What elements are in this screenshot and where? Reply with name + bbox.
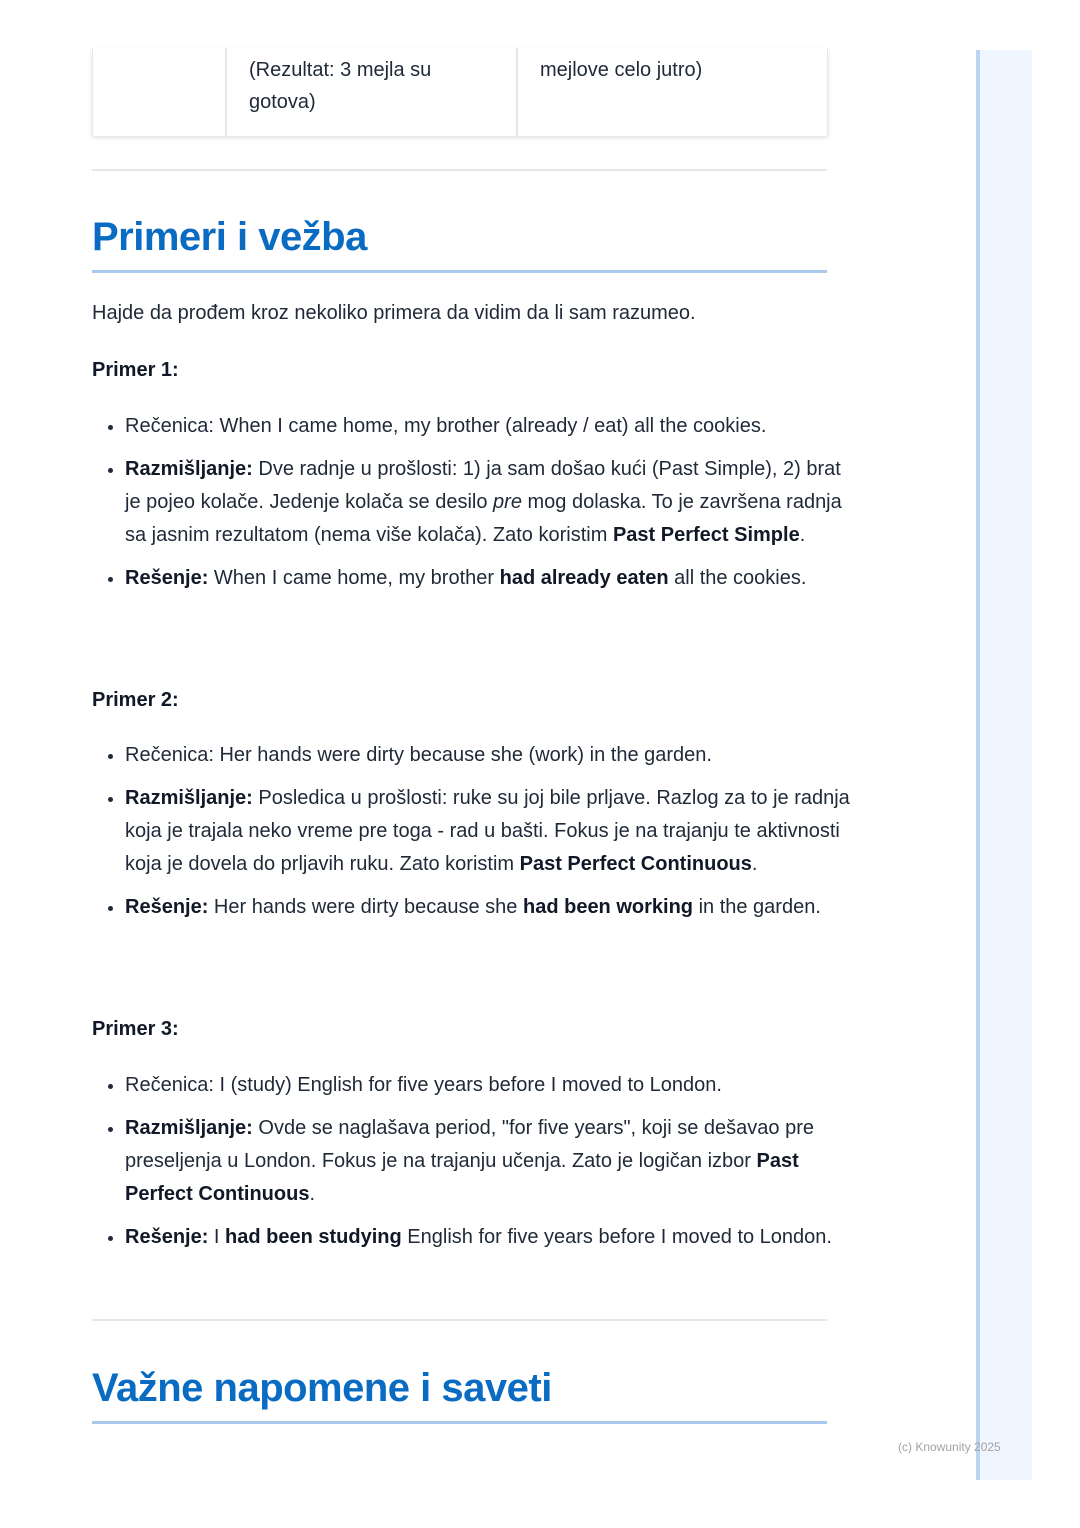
section-title-primeri: Primeri i vežba — [92, 214, 827, 273]
razmisljanje-text: Ovde se naglašava period, "for five years", koji se dešavao pre preseljenja u London. Fokus je na trajanju učenja. Zato je logičan izbor — [125, 1117, 814, 1172]
tense-name: Past Perfect Continuous — [519, 853, 752, 875]
table-cell-1 — [93, 48, 226, 136]
list-item-razmisljanje — [125, 1112, 860, 1211]
list-item-recenica — [125, 739, 860, 772]
resenje-text: I — [208, 1226, 226, 1248]
divider — [92, 169, 827, 171]
tense-name: Past Perfect Continuous — [125, 1150, 799, 1205]
resenje-label: Rešenje: — [125, 1226, 209, 1248]
resenje-text: English for five years before I moved to London. — [401, 1226, 832, 1248]
resenje-label: Rešenje: — [125, 896, 209, 918]
list-item-razmisljanje — [125, 782, 860, 881]
resenje-text: in the garden. — [693, 896, 821, 918]
answer-verb: had already eaten — [499, 567, 669, 589]
emphasis: pre — [493, 491, 522, 513]
primer-3-list — [92, 1069, 860, 1264]
answer-verb: had been studying — [225, 1226, 402, 1248]
razmisljanje-label: Razmišljanje: — [125, 458, 253, 480]
list-item-resenje — [125, 562, 860, 595]
resenje-text: When I came home, my brother — [208, 567, 500, 589]
razmisljanje-text: Dve radnje u prošlosti: 1) ja sam došao kući (Past Simple), 2) brat je pojeo kolače. Jedenje kolača se desilo — [125, 458, 841, 513]
table-cell-3: mejlove celo jutro) — [517, 48, 827, 136]
list-item-recenica — [125, 410, 860, 443]
intro-paragraph: Hajde da prođem kroz nekoliko primera da vidim da li sam razumeo. — [92, 302, 696, 324]
side-panel — [976, 50, 1032, 1480]
recenica-text: Rečenica: I (study) English for five years before I moved to London. — [125, 1074, 722, 1096]
table-row — [93, 48, 827, 136]
punctuation: . — [799, 524, 806, 546]
punctuation: . — [751, 853, 758, 875]
primer-2-title: Primer 2: — [92, 689, 179, 711]
list-item-resenje — [125, 1221, 860, 1254]
comparison-table-fragment — [92, 48, 828, 136]
list-item-resenje — [125, 891, 860, 924]
primer-2-list — [92, 739, 860, 934]
resenje-text: Her hands were dirty because she — [208, 896, 523, 918]
razmisljanje-label: Razmišljanje: — [125, 1117, 253, 1139]
razmisljanje-label: Razmišljanje: — [125, 787, 253, 809]
answer-verb: had been working — [522, 896, 694, 918]
divider — [92, 1319, 827, 1321]
primer-3-title: Primer 3: — [92, 1018, 179, 1040]
list-item-razmisljanje — [125, 453, 860, 552]
razmisljanje-text: Posledica u prošlosti: ruke su joj bile prljave. Razlog za to je radnja koja je trajala neko vreme pre toga - rad u bašti. Fokus je na trajanju te aktivnosti koja je dovela do prljavih ruku. Zato koristim — [125, 787, 850, 875]
section-title-napomene: Važne napomene i saveti — [92, 1365, 827, 1424]
copyright-footer: (c) Knowunity 2025 — [898, 1440, 1001, 1454]
punctuation: . — [309, 1183, 316, 1205]
razmisljanje-text: mog dolaska. To je završena radnja sa jasnim rezultatom (nema više kolača). Zato koristim — [125, 491, 842, 546]
recenica-text: Rečenica: Her hands were dirty because she (work) in the garden. — [125, 744, 712, 766]
tense-name: Past Perfect Simple — [612, 524, 800, 546]
recenica-text: Rečenica: When I came home, my brother (already / eat) all the cookies. — [125, 415, 767, 437]
primer-1-title: Primer 1: — [92, 359, 179, 381]
resenje-text: all the cookies. — [668, 567, 807, 589]
table-cell-2: (Rezultat: 3 mejla su gotova) — [226, 48, 517, 136]
list-item-recenica — [125, 1069, 860, 1102]
resenje-label: Rešenje: — [125, 567, 209, 589]
primer-1-list — [92, 410, 860, 605]
